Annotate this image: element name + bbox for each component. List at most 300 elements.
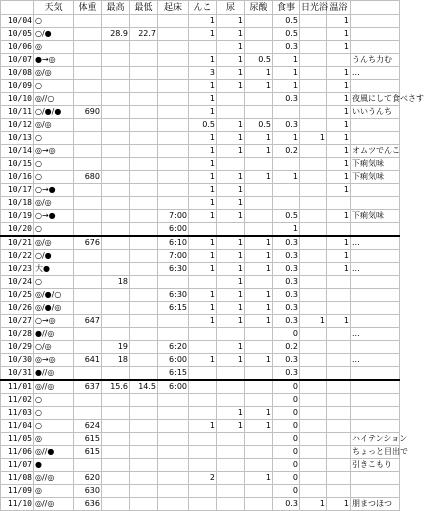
cell-warm-bath[interactable]: [327, 485, 351, 498]
cell-wake-time[interactable]: [158, 54, 189, 67]
cell-temp-low[interactable]: [130, 446, 158, 459]
cell-poop[interactable]: 3: [189, 67, 217, 80]
cell-wake-time[interactable]: [158, 132, 189, 145]
cell-urine[interactable]: 1: [217, 15, 245, 28]
cell-uric-acid[interactable]: [245, 498, 273, 511]
cell-warm-bath[interactable]: 1: [327, 93, 351, 106]
cell-sunbath[interactable]: [300, 106, 327, 119]
cell-temp-low[interactable]: 22.7: [130, 28, 158, 41]
cell-notes[interactable]: [351, 197, 400, 210]
cell-temp-low[interactable]: [130, 407, 158, 420]
cell-sunbath[interactable]: [300, 15, 327, 28]
cell-weight[interactable]: [74, 119, 102, 132]
cell-sunbath[interactable]: [300, 407, 327, 420]
cell-uric-acid[interactable]: [245, 28, 273, 41]
cell-temp-low[interactable]: [130, 498, 158, 511]
cell-sunbath[interactable]: [300, 54, 327, 67]
cell-sunbath[interactable]: [300, 158, 327, 171]
cell-corner[interactable]: 11/05: [1, 433, 34, 446]
cell-temp-high[interactable]: [102, 420, 130, 433]
cell-uric-acid[interactable]: [245, 158, 273, 171]
cell-wake-time[interactable]: 6:10: [158, 236, 189, 250]
cell-weight[interactable]: 615: [74, 446, 102, 459]
cell-sunbath[interactable]: [300, 184, 327, 197]
cell-warm-bath[interactable]: 1: [327, 80, 351, 93]
cell-uric-acid[interactable]: [245, 15, 273, 28]
cell-weather[interactable]: ○: [34, 276, 74, 289]
cell-temp-low[interactable]: [130, 184, 158, 197]
cell-weight[interactable]: 641: [74, 354, 102, 367]
cell-meal[interactable]: 0.2: [273, 341, 300, 354]
cell-urine[interactable]: [217, 106, 245, 119]
cell-poop[interactable]: 2: [189, 472, 217, 485]
cell-corner[interactable]: 10/21: [1, 236, 34, 250]
cell-uric-acid[interactable]: 1: [245, 263, 273, 276]
cell-weight[interactable]: [74, 276, 102, 289]
cell-warm-bath[interactable]: 1: [327, 210, 351, 223]
cell-weather[interactable]: ◎/◎: [34, 67, 74, 80]
cell-temp-high[interactable]: [102, 498, 130, 511]
cell-weight[interactable]: [74, 28, 102, 41]
cell-warm-bath[interactable]: [327, 367, 351, 381]
cell-poop[interactable]: 1: [189, 289, 217, 302]
cell-weather[interactable]: ◎→◎: [34, 145, 74, 158]
cell-poop[interactable]: [189, 380, 217, 394]
cell-wake-time[interactable]: [158, 106, 189, 119]
cell-sunbath[interactable]: [300, 171, 327, 184]
cell-poop[interactable]: 1: [189, 28, 217, 41]
cell-uric-acid[interactable]: 1: [245, 289, 273, 302]
cell-urine[interactable]: [217, 367, 245, 381]
cell-corner[interactable]: 10/19: [1, 210, 34, 223]
cell-temp-low[interactable]: [130, 433, 158, 446]
cell-warm-bath[interactable]: 1: [327, 171, 351, 184]
cell-sunbath[interactable]: [300, 354, 327, 367]
cell-warm-bath[interactable]: 1: [327, 158, 351, 171]
cell-notes[interactable]: [351, 276, 400, 289]
cell-notes[interactable]: ...: [351, 354, 400, 367]
cell-notes[interactable]: ちょっと目出で: [351, 446, 400, 459]
cell-meal[interactable]: 0.5: [273, 15, 300, 28]
cell-meal[interactable]: 0.5: [273, 210, 300, 223]
cell-temp-high[interactable]: [102, 407, 130, 420]
cell-notes[interactable]: [351, 341, 400, 354]
cell-meal[interactable]: 0.3: [273, 119, 300, 132]
cell-uric-acid[interactable]: 1: [245, 354, 273, 367]
cell-warm-bath[interactable]: 1: [327, 250, 351, 263]
cell-urine[interactable]: 1: [217, 80, 245, 93]
cell-temp-high[interactable]: [102, 132, 130, 145]
cell-wake-time[interactable]: [158, 485, 189, 498]
cell-sunbath[interactable]: [300, 250, 327, 263]
cell-weather[interactable]: ○/●/●: [34, 106, 74, 119]
cell-weather[interactable]: ●: [34, 459, 74, 472]
cell-weather[interactable]: ◎//●: [34, 446, 74, 459]
cell-notes[interactable]: 下痢気味: [351, 171, 400, 184]
cell-urine[interactable]: [217, 433, 245, 446]
cell-poop[interactable]: 1: [189, 236, 217, 250]
cell-weight[interactable]: [74, 67, 102, 80]
cell-temp-high[interactable]: [102, 367, 130, 381]
cell-sunbath[interactable]: [300, 472, 327, 485]
cell-temp-high[interactable]: [102, 223, 130, 237]
cell-meal[interactable]: 0: [273, 380, 300, 394]
cell-temp-low[interactable]: [130, 354, 158, 367]
cell-weight[interactable]: 620: [74, 472, 102, 485]
cell-warm-bath[interactable]: [327, 446, 351, 459]
cell-corner[interactable]: 10/22: [1, 250, 34, 263]
cell-corner[interactable]: 10/08: [1, 67, 34, 80]
cell-temp-high[interactable]: [102, 93, 130, 106]
cell-warm-bath[interactable]: 1: [327, 119, 351, 132]
cell-uric-acid[interactable]: 1: [245, 420, 273, 433]
cell-corner[interactable]: 10/28: [1, 328, 34, 341]
cell-corner[interactable]: 10/13: [1, 132, 34, 145]
cell-poop[interactable]: 0.5: [189, 119, 217, 132]
cell-weight[interactable]: [74, 158, 102, 171]
cell-warm-bath[interactable]: 1: [327, 15, 351, 28]
cell-urine[interactable]: 1: [217, 171, 245, 184]
cell-poop[interactable]: 1: [189, 171, 217, 184]
cell-weight[interactable]: [74, 328, 102, 341]
cell-urine[interactable]: 1: [217, 250, 245, 263]
cell-uric-acid[interactable]: [245, 380, 273, 394]
cell-warm-bath[interactable]: 1: [327, 315, 351, 328]
cell-notes[interactable]: [351, 119, 400, 132]
cell-wake-time[interactable]: [158, 276, 189, 289]
cell-urine[interactable]: [217, 498, 245, 511]
cell-temp-high[interactable]: [102, 171, 130, 184]
cell-sunbath[interactable]: [300, 263, 327, 276]
cell-temp-high[interactable]: [102, 54, 130, 67]
cell-meal[interactable]: 0.3: [273, 93, 300, 106]
cell-temp-low[interactable]: [130, 223, 158, 237]
cell-poop[interactable]: 1: [189, 132, 217, 145]
cell-temp-high[interactable]: [102, 158, 130, 171]
cell-corner[interactable]: 10/18: [1, 197, 34, 210]
cell-uric-acid[interactable]: 1: [245, 171, 273, 184]
cell-warm-bath[interactable]: [327, 459, 351, 472]
cell-temp-high[interactable]: 15.6: [102, 380, 130, 394]
cell-temp-low[interactable]: [130, 328, 158, 341]
cell-notes[interactable]: [351, 367, 400, 381]
cell-weather[interactable]: ○: [34, 158, 74, 171]
cell-uric-acid[interactable]: [245, 485, 273, 498]
cell-poop[interactable]: 1: [189, 263, 217, 276]
cell-temp-low[interactable]: [130, 302, 158, 315]
cell-temp-low[interactable]: [130, 80, 158, 93]
cell-meal[interactable]: 0.3: [273, 354, 300, 367]
cell-corner[interactable]: 10/24: [1, 276, 34, 289]
cell-uric-acid[interactable]: 1: [245, 80, 273, 93]
cell-warm-bath[interactable]: [327, 433, 351, 446]
cell-weather[interactable]: ◎/●/○: [34, 289, 74, 302]
cell-weight[interactable]: 637: [74, 380, 102, 394]
cell-uric-acid[interactable]: [245, 341, 273, 354]
cell-poop[interactable]: [189, 485, 217, 498]
cell-temp-high[interactable]: [102, 210, 130, 223]
cell-temp-high[interactable]: 28.9: [102, 28, 130, 41]
cell-wake-time[interactable]: [158, 184, 189, 197]
cell-temp-high[interactable]: [102, 106, 130, 119]
cell-urine[interactable]: 1: [217, 184, 245, 197]
cell-notes[interactable]: いいうんち: [351, 106, 400, 119]
cell-poop[interactable]: 1: [189, 80, 217, 93]
cell-warm-bath[interactable]: [327, 407, 351, 420]
cell-sunbath[interactable]: [300, 394, 327, 407]
cell-temp-low[interactable]: [130, 132, 158, 145]
cell-temp-high[interactable]: [102, 41, 130, 54]
cell-sunbath[interactable]: [300, 197, 327, 210]
cell-warm-bath[interactable]: [327, 420, 351, 433]
cell-meal[interactable]: 0: [273, 485, 300, 498]
cell-corner[interactable]: 10/17: [1, 184, 34, 197]
cell-uric-acid[interactable]: [245, 197, 273, 210]
cell-sunbath[interactable]: [300, 420, 327, 433]
cell-meal[interactable]: 0.3: [273, 41, 300, 54]
cell-temp-low[interactable]: [130, 250, 158, 263]
cell-sunbath[interactable]: [300, 433, 327, 446]
cell-weather[interactable]: ◎//◎: [34, 472, 74, 485]
cell-urine[interactable]: 1: [217, 67, 245, 80]
cell-uric-acid[interactable]: [245, 41, 273, 54]
cell-notes[interactable]: [351, 184, 400, 197]
cell-corner[interactable]: 10/25: [1, 289, 34, 302]
cell-uric-acid[interactable]: 1: [245, 315, 273, 328]
cell-urine[interactable]: [217, 394, 245, 407]
cell-temp-high[interactable]: [102, 197, 130, 210]
cell-sunbath[interactable]: [300, 485, 327, 498]
cell-poop[interactable]: 1: [189, 93, 217, 106]
cell-notes[interactable]: [351, 80, 400, 93]
cell-temp-high[interactable]: 18: [102, 354, 130, 367]
cell-poop[interactable]: [189, 407, 217, 420]
cell-weather[interactable]: 大●: [34, 263, 74, 276]
cell-wake-time[interactable]: [158, 472, 189, 485]
cell-weather[interactable]: ○/●: [34, 250, 74, 263]
cell-warm-bath[interactable]: [327, 341, 351, 354]
cell-weight[interactable]: [74, 367, 102, 381]
cell-corner[interactable]: 10/05: [1, 28, 34, 41]
cell-meal[interactable]: 0: [273, 407, 300, 420]
cell-uric-acid[interactable]: 0.5: [245, 54, 273, 67]
cell-poop[interactable]: [189, 41, 217, 54]
cell-corner[interactable]: 10/04: [1, 15, 34, 28]
cell-temp-high[interactable]: [102, 184, 130, 197]
cell-temp-high[interactable]: [102, 302, 130, 315]
cell-sunbath[interactable]: [300, 119, 327, 132]
cell-temp-high[interactable]: [102, 67, 130, 80]
cell-weight[interactable]: [74, 54, 102, 67]
cell-wake-time[interactable]: [158, 328, 189, 341]
cell-warm-bath[interactable]: [327, 54, 351, 67]
cell-urine[interactable]: 1: [217, 132, 245, 145]
cell-temp-high[interactable]: 18: [102, 276, 130, 289]
cell-temp-high[interactable]: [102, 472, 130, 485]
cell-poop[interactable]: 1: [189, 106, 217, 119]
cell-poop[interactable]: [189, 394, 217, 407]
cell-notes[interactable]: 朋まつほつ: [351, 498, 400, 511]
cell-weather[interactable]: ○: [34, 15, 74, 28]
cell-sunbath[interactable]: [300, 367, 327, 381]
cell-meal[interactable]: 1: [273, 171, 300, 184]
cell-notes[interactable]: ...: [351, 328, 400, 341]
cell-urine[interactable]: [217, 472, 245, 485]
cell-notes[interactable]: オムツでんこ: [351, 145, 400, 158]
cell-weight[interactable]: [74, 250, 102, 263]
cell-temp-low[interactable]: [130, 276, 158, 289]
cell-meal[interactable]: 0.2: [273, 145, 300, 158]
cell-warm-bath[interactable]: [327, 223, 351, 237]
cell-warm-bath[interactable]: [327, 328, 351, 341]
cell-meal[interactable]: 0: [273, 328, 300, 341]
cell-uric-acid[interactable]: [245, 210, 273, 223]
cell-temp-high[interactable]: [102, 119, 130, 132]
cell-warm-bath[interactable]: [327, 472, 351, 485]
cell-meal[interactable]: 0.3: [273, 302, 300, 315]
cell-sunbath[interactable]: [300, 459, 327, 472]
cell-corner[interactable]: 10/09: [1, 80, 34, 93]
cell-temp-low[interactable]: [130, 145, 158, 158]
cell-weather[interactable]: ◎//◎: [34, 498, 74, 511]
cell-weather[interactable]: ○: [34, 171, 74, 184]
cell-notes[interactable]: [351, 315, 400, 328]
cell-meal[interactable]: [273, 197, 300, 210]
cell-temp-high[interactable]: [102, 263, 130, 276]
cell-uric-acid[interactable]: [245, 446, 273, 459]
cell-warm-bath[interactable]: [327, 276, 351, 289]
cell-notes[interactable]: [351, 407, 400, 420]
cell-corner[interactable]: 10/11: [1, 106, 34, 119]
cell-urine[interactable]: 1: [217, 119, 245, 132]
cell-temp-low[interactable]: [130, 289, 158, 302]
cell-weight[interactable]: [74, 132, 102, 145]
cell-uric-acid[interactable]: 1: [245, 472, 273, 485]
cell-weight[interactable]: 624: [74, 420, 102, 433]
cell-urine[interactable]: [217, 446, 245, 459]
cell-poop[interactable]: [189, 328, 217, 341]
cell-weather[interactable]: ◎/◎: [34, 236, 74, 250]
cell-uric-acid[interactable]: 1: [245, 145, 273, 158]
cell-corner[interactable]: 10/12: [1, 119, 34, 132]
cell-corner[interactable]: 11/03: [1, 407, 34, 420]
cell-poop[interactable]: 1: [189, 145, 217, 158]
cell-weather[interactable]: ○/◎: [34, 341, 74, 354]
cell-temp-high[interactable]: [102, 433, 130, 446]
cell-weight[interactable]: [74, 15, 102, 28]
cell-weather[interactable]: ●→◎: [34, 54, 74, 67]
cell-sunbath[interactable]: [300, 67, 327, 80]
cell-meal[interactable]: 0.5: [273, 28, 300, 41]
cell-wake-time[interactable]: 6:15: [158, 302, 189, 315]
cell-wake-time[interactable]: [158, 145, 189, 158]
cell-warm-bath[interactable]: 1: [327, 498, 351, 511]
cell-meal[interactable]: 1: [273, 223, 300, 237]
cell-meal[interactable]: 1: [273, 132, 300, 145]
cell-weather[interactable]: ○/●: [34, 28, 74, 41]
cell-warm-bath[interactable]: 1: [327, 263, 351, 276]
cell-notes[interactable]: [351, 394, 400, 407]
cell-temp-low[interactable]: [130, 459, 158, 472]
cell-warm-bath[interactable]: 1: [327, 132, 351, 145]
cell-temp-low[interactable]: [130, 472, 158, 485]
cell-poop[interactable]: [189, 367, 217, 381]
cell-warm-bath[interactable]: 1: [327, 106, 351, 119]
cell-weight[interactable]: [74, 210, 102, 223]
cell-wake-time[interactable]: 6:30: [158, 289, 189, 302]
cell-meal[interactable]: [273, 158, 300, 171]
cell-uric-acid[interactable]: 0.5: [245, 119, 273, 132]
cell-weight[interactable]: 630: [74, 485, 102, 498]
cell-wake-time[interactable]: 6:00: [158, 223, 189, 237]
cell-corner[interactable]: 10/10: [1, 93, 34, 106]
cell-urine[interactable]: 1: [217, 236, 245, 250]
cell-wake-time[interactable]: 6:15: [158, 367, 189, 381]
cell-weight[interactable]: [74, 184, 102, 197]
cell-warm-bath[interactable]: 1: [327, 236, 351, 250]
cell-wake-time[interactable]: 6:30: [158, 263, 189, 276]
cell-poop[interactable]: [189, 433, 217, 446]
cell-temp-high[interactable]: [102, 459, 130, 472]
cell-weather[interactable]: ◎→◎: [34, 354, 74, 367]
cell-meal[interactable]: 0.3: [273, 367, 300, 381]
cell-temp-low[interactable]: [130, 93, 158, 106]
cell-sunbath[interactable]: [300, 210, 327, 223]
cell-uric-acid[interactable]: 1: [245, 67, 273, 80]
cell-temp-high[interactable]: [102, 250, 130, 263]
cell-meal[interactable]: 1: [273, 80, 300, 93]
cell-uric-acid[interactable]: 1: [245, 302, 273, 315]
cell-sunbath[interactable]: [300, 236, 327, 250]
cell-weather[interactable]: ◎//◎: [34, 380, 74, 394]
cell-sunbath[interactable]: 1: [300, 498, 327, 511]
cell-weight[interactable]: [74, 145, 102, 158]
cell-notes[interactable]: [351, 302, 400, 315]
cell-corner[interactable]: 11/10: [1, 498, 34, 511]
cell-uric-acid[interactable]: [245, 367, 273, 381]
cell-meal[interactable]: [273, 106, 300, 119]
cell-urine[interactable]: [217, 380, 245, 394]
cell-poop[interactable]: 1: [189, 54, 217, 67]
cell-temp-low[interactable]: [130, 485, 158, 498]
cell-meal[interactable]: 0: [273, 394, 300, 407]
cell-corner[interactable]: 10/15: [1, 158, 34, 171]
cell-weight[interactable]: 615: [74, 433, 102, 446]
cell-uric-acid[interactable]: 1: [245, 250, 273, 263]
cell-urine[interactable]: 1: [217, 315, 245, 328]
cell-urine[interactable]: 1: [217, 407, 245, 420]
cell-corner[interactable]: 10/07: [1, 54, 34, 67]
cell-sunbath[interactable]: [300, 302, 327, 315]
cell-weather[interactable]: ●//◎: [34, 328, 74, 341]
cell-temp-low[interactable]: [130, 420, 158, 433]
cell-urine[interactable]: 1: [217, 289, 245, 302]
cell-weather[interactable]: ○→●: [34, 184, 74, 197]
cell-notes[interactable]: うんち力む: [351, 54, 400, 67]
cell-warm-bath[interactable]: 1: [327, 145, 351, 158]
cell-urine[interactable]: 1: [217, 210, 245, 223]
cell-sunbath[interactable]: [300, 223, 327, 237]
cell-urine[interactable]: [217, 158, 245, 171]
cell-sunbath[interactable]: [300, 145, 327, 158]
cell-meal[interactable]: 0.3: [273, 289, 300, 302]
cell-notes[interactable]: [351, 472, 400, 485]
cell-weight[interactable]: [74, 93, 102, 106]
cell-notes[interactable]: [351, 485, 400, 498]
cell-weather[interactable]: ◎: [34, 433, 74, 446]
cell-wake-time[interactable]: [158, 67, 189, 80]
cell-notes[interactable]: ...: [351, 67, 400, 80]
